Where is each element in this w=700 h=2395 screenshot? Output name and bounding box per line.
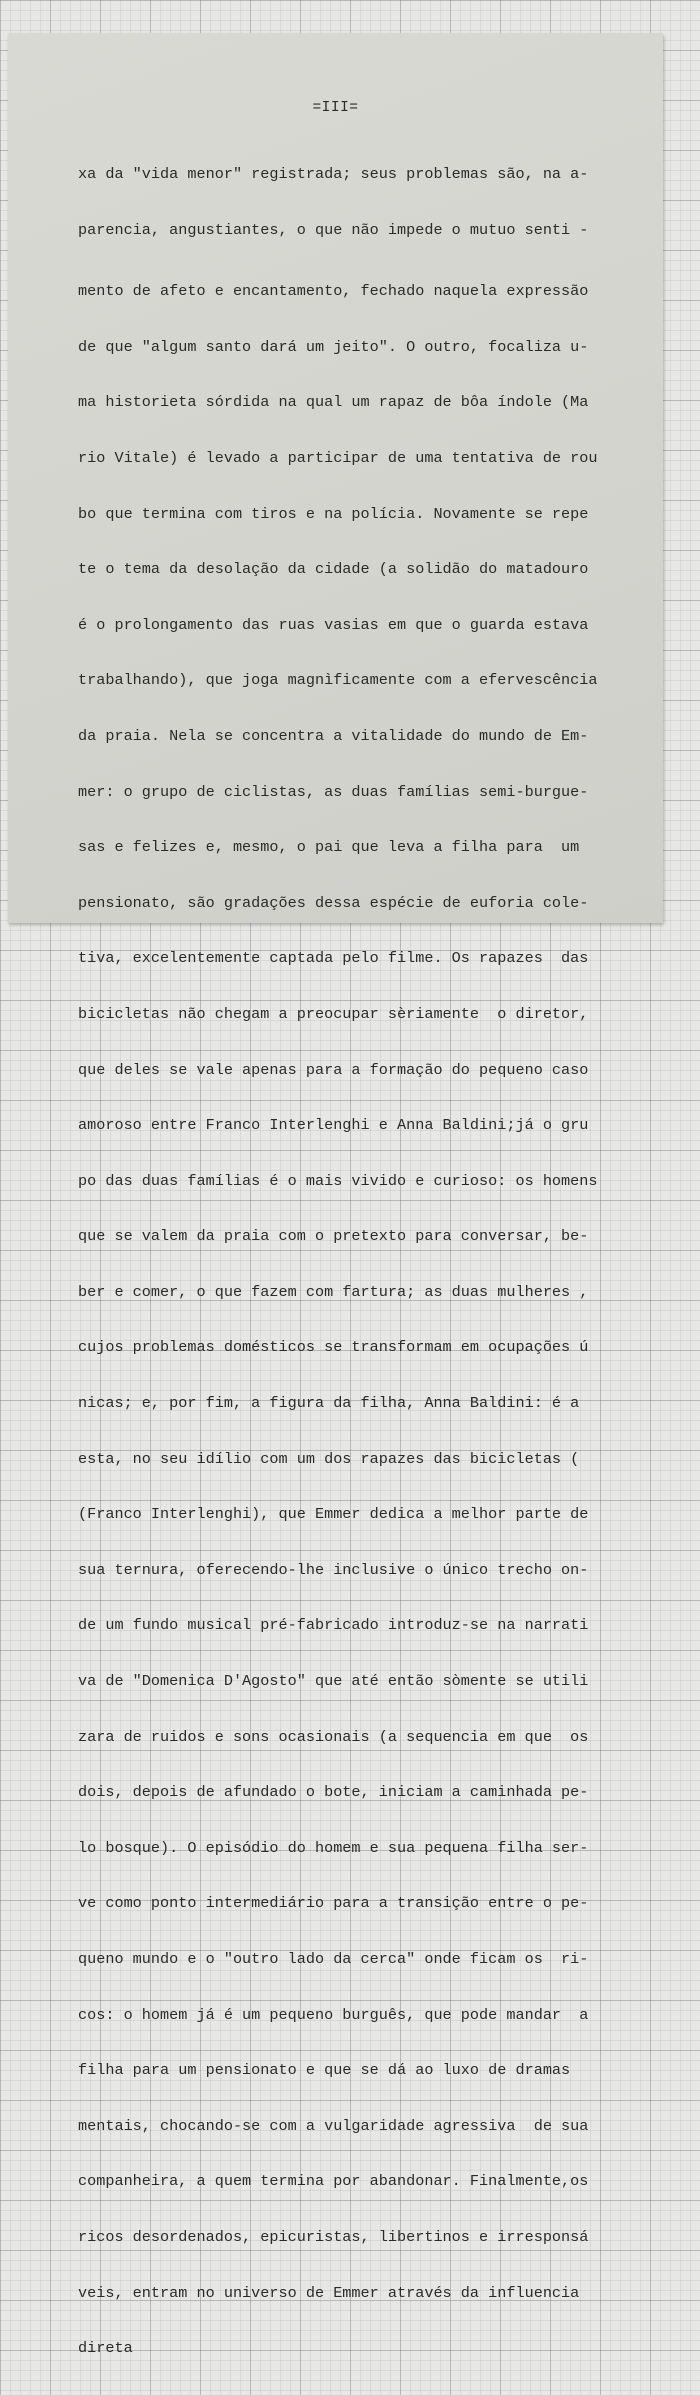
text-line: de um fundo musical pré-fabricado introduz-se na narrati [78, 1616, 589, 1635]
text-line: ricos desordenados, epicuristas, libertinos e irresponsá [78, 2227, 589, 2246]
text-line: ve como ponto intermediário para a transição entre o pe- [78, 1894, 589, 1913]
text-line: filha para um pensionato e que se dá ao luxo de dramas [78, 2061, 571, 2080]
text-line: lo bosque). O episódio do homem e sua pequena filha ser- [78, 1838, 589, 1857]
text-line: te o tema da desolação da cidade (a solidão do matadouro [78, 560, 589, 579]
text-line: da praia. Nela se concentra a vitalidade do mundo de Em- [78, 726, 589, 745]
text-line: direta [78, 2339, 133, 2358]
text-line: cos: o homem já é um pequeno burguês, que pode mandar a [78, 2005, 589, 2024]
text-line: nicas; e, por fim, a figura da filha, Anna Baldini: é a [78, 1394, 580, 1413]
text-line: po das duas famílias é o mais vivido e curioso: os homens [78, 1171, 598, 1190]
text-line: rio Vitale) é levado a participar de uma tentativa de rou [78, 448, 598, 467]
text-line: queno mundo e o "outro lado da cerca" onde ficam os ri- [78, 1950, 589, 1968]
text-line: esta, no seu idílio com um dos rapazes das bicicletas ( [78, 1449, 580, 1468]
text-line: companheira, a quem termina por abandonar. Finalmente,os [78, 2172, 589, 2191]
text-line: que se valem da praia com o pretexto para conversar, be- [78, 1227, 589, 1246]
text-line: amoroso entre Franco Interlenghi e Anna Baldini;já o gru [78, 1116, 589, 1135]
text-line: mento de afeto e encantamento, fechado naquela expressão [78, 282, 589, 301]
text-line: bo que termina com tiros e na polícia. Novamente se repe [78, 504, 589, 523]
text-line: dois, depois de afundado o bote, iniciam a caminhada pe- [78, 1783, 589, 1802]
text-line: que deles se vale apenas para a formação do pequeno caso [78, 1060, 589, 1079]
text-line: é o prolongamento das ruas vasias em que o guarda estava [78, 615, 589, 634]
text-line: parencia, angustiantes, o que não impede o mutuo senti - [78, 220, 589, 239]
text-line: cujos problemas domésticos se transformam em ocupações ú [78, 1338, 589, 1357]
text-line: (Franco Interlenghi), que Emmer dedica a melhor parte de [78, 1505, 589, 1524]
text-line: mer: o grupo de ciclistas, as duas famílias semi-burgue- [78, 782, 589, 801]
text-line: zara de ruidos e sons ocasionais (a sequencia em que os [78, 1727, 589, 1746]
text-line: va de "Domenica D'Agosto" que até então sòmente se utili [78, 1672, 589, 1691]
text-line: xa da "vida menor" registrada; seus problemas são, na a- [78, 165, 589, 183]
text-line: ma historieta sórdida na qual um rapaz de bôa índole (Ma [78, 393, 589, 412]
typewritten-page [8, 33, 663, 2358]
text-line: sas e felizes e, mesmo, o pai que leva a filha para um [78, 838, 580, 857]
text-line: tiva, excelentemente captada pelo filme. Os rapazes das [78, 949, 589, 968]
text-line: bicicletas não chegam a preocupar sèriamente o diretor, [78, 1004, 589, 1023]
text-line: trabalhando), que joga magnìficamente com a efervescência [78, 671, 598, 690]
text-line: sua ternura, oferecendo-lhe inclusive o único trecho on- [78, 1560, 589, 1579]
text-line: pensionato, são gradações dessa espécie de euforia cole- [78, 893, 589, 912]
text-line: mentais, chocando-se com a vulgaridade agressiva de sua [78, 2116, 589, 2135]
text-line: ber e comer, o que fazem com fartura; as duas mulheres , [78, 1282, 589, 1301]
page-number: =III= [312, 100, 359, 116]
text-line: de que "algum santo dará um jeito". O outro, focaliza u- [78, 337, 589, 356]
page-body-text [78, 129, 598, 2395]
text-line: veis, entram no universo de Emmer através da influencia [78, 2283, 580, 2302]
